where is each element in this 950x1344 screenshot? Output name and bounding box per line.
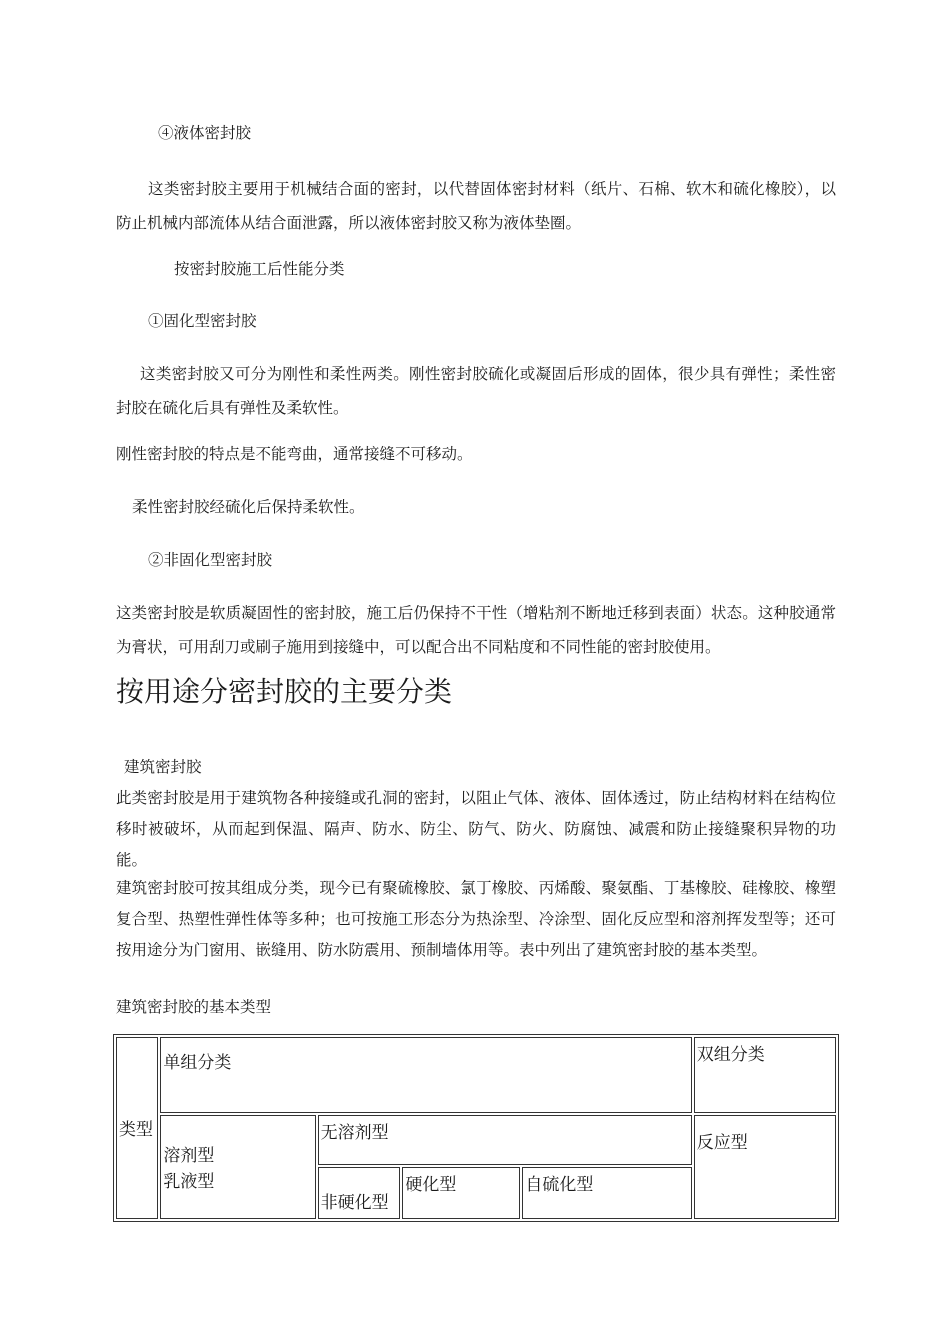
two-component-label: 双组分类 <box>696 1045 765 1065</box>
solvent-type-label: 溶剂型 <box>163 1146 215 1166</box>
self-vulcanizing-type-label: 自硫化型 <box>525 1175 594 1195</box>
liquid-sealant-heading: ④液体密封胶 <box>158 124 252 142</box>
solventless-type-cell <box>318 1115 692 1165</box>
usage-classification-title: 按用途分密封胶的主要分类 <box>116 675 453 708</box>
non-curing-sealant-heading: ②非固化型密封胶 <box>148 551 273 569</box>
single-component-cell <box>160 1037 691 1113</box>
rigid-sealant-line: 刚性密封胶的特点是不能弯曲，通常接缝不可移动。 <box>116 445 473 463</box>
non-curing-sealant-paragraph: 这类密封胶是软质凝固性的密封胶，施工后仍保持不干性（增粘剂不断地迁移到表面）状态。这种胶通常为膏状，可用刮刀或刷子施用到接缝中，可以配合出不同粘度和不同性能的密封胶使用。 <box>116 604 836 656</box>
building-sealant-paragraph-1: 此类密封胶是用于建筑物各种接缝或孔洞的密封，以阻止气体、液体、固体透过，防止结构材料在结构位移时被破坏，从而起到保温、隔声、防水、防尘、防气、防火、防腐蚀、减震和防止接缝聚积异物的功能。 <box>116 789 836 869</box>
liquid-sealant-paragraph: 这类密封胶主要用于机械结合面的密封，以代替固体密封材料（纸片、石棉、软木和硫化橡胶），以防止机械内部流体从结合面泄露，所以液体密封胶又称为液体垫圈。 <box>116 180 836 232</box>
type-label-cell <box>116 1037 158 1219</box>
reactive-type-cell <box>694 1115 836 1219</box>
curing-type-label: 硬化型 <box>405 1175 457 1195</box>
non-curing-type-label: 非硬化型 <box>320 1193 389 1213</box>
table-caption: 建筑密封胶的基本类型 <box>116 998 272 1016</box>
curing-sealant-heading: ①固化型密封胶 <box>148 312 257 330</box>
curing-type-cell <box>402 1167 520 1219</box>
curing-sealant-paragraph: 这类密封胶又可分为刚性和柔性两类。刚性密封胶硫化或凝固后形成的固体，很少具有弹性；柔性密封胶在硫化后具有弹性及柔软性。 <box>116 365 836 417</box>
solventless-type-label: 无溶剂型 <box>320 1123 389 1143</box>
two-component-cell <box>694 1037 836 1113</box>
self-vulcanizing-type-cell <box>522 1167 691 1219</box>
performance-classification-heading: 按密封胶施工后性能分类 <box>174 260 345 278</box>
reactive-type-label: 反应型 <box>696 1133 748 1153</box>
type-label: 类型 <box>119 1120 153 1140</box>
building-sealant-heading: 建筑密封胶 <box>124 758 202 776</box>
sealant-type-table <box>113 1034 839 1222</box>
non-curing-type-cell <box>318 1167 401 1219</box>
building-sealant-paragraph-2: 建筑密封胶可按其组成分类，现今已有聚硫橡胶、氯丁橡胶、丙烯酸、聚氨酯、丁基橡胶、硅橡胶、橡塑复合型、热塑性弹性体等多种；也可按施工形态分为热涂型、冷涂型、固化反应型和溶剂挥发型等；还可按用途分为门窗用、嵌缝用、防水防震用、预制墙体用等。表中列出了建筑密封胶的基本类型。 <box>116 879 836 959</box>
single-component-label: 单组分类 <box>163 1053 232 1073</box>
flexible-sealant-line: 柔性密封胶经硫化后保持柔软性。 <box>132 498 365 516</box>
emulsion-type-label: 乳液型 <box>163 1172 215 1192</box>
solvent-emulsion-cell <box>160 1115 315 1219</box>
